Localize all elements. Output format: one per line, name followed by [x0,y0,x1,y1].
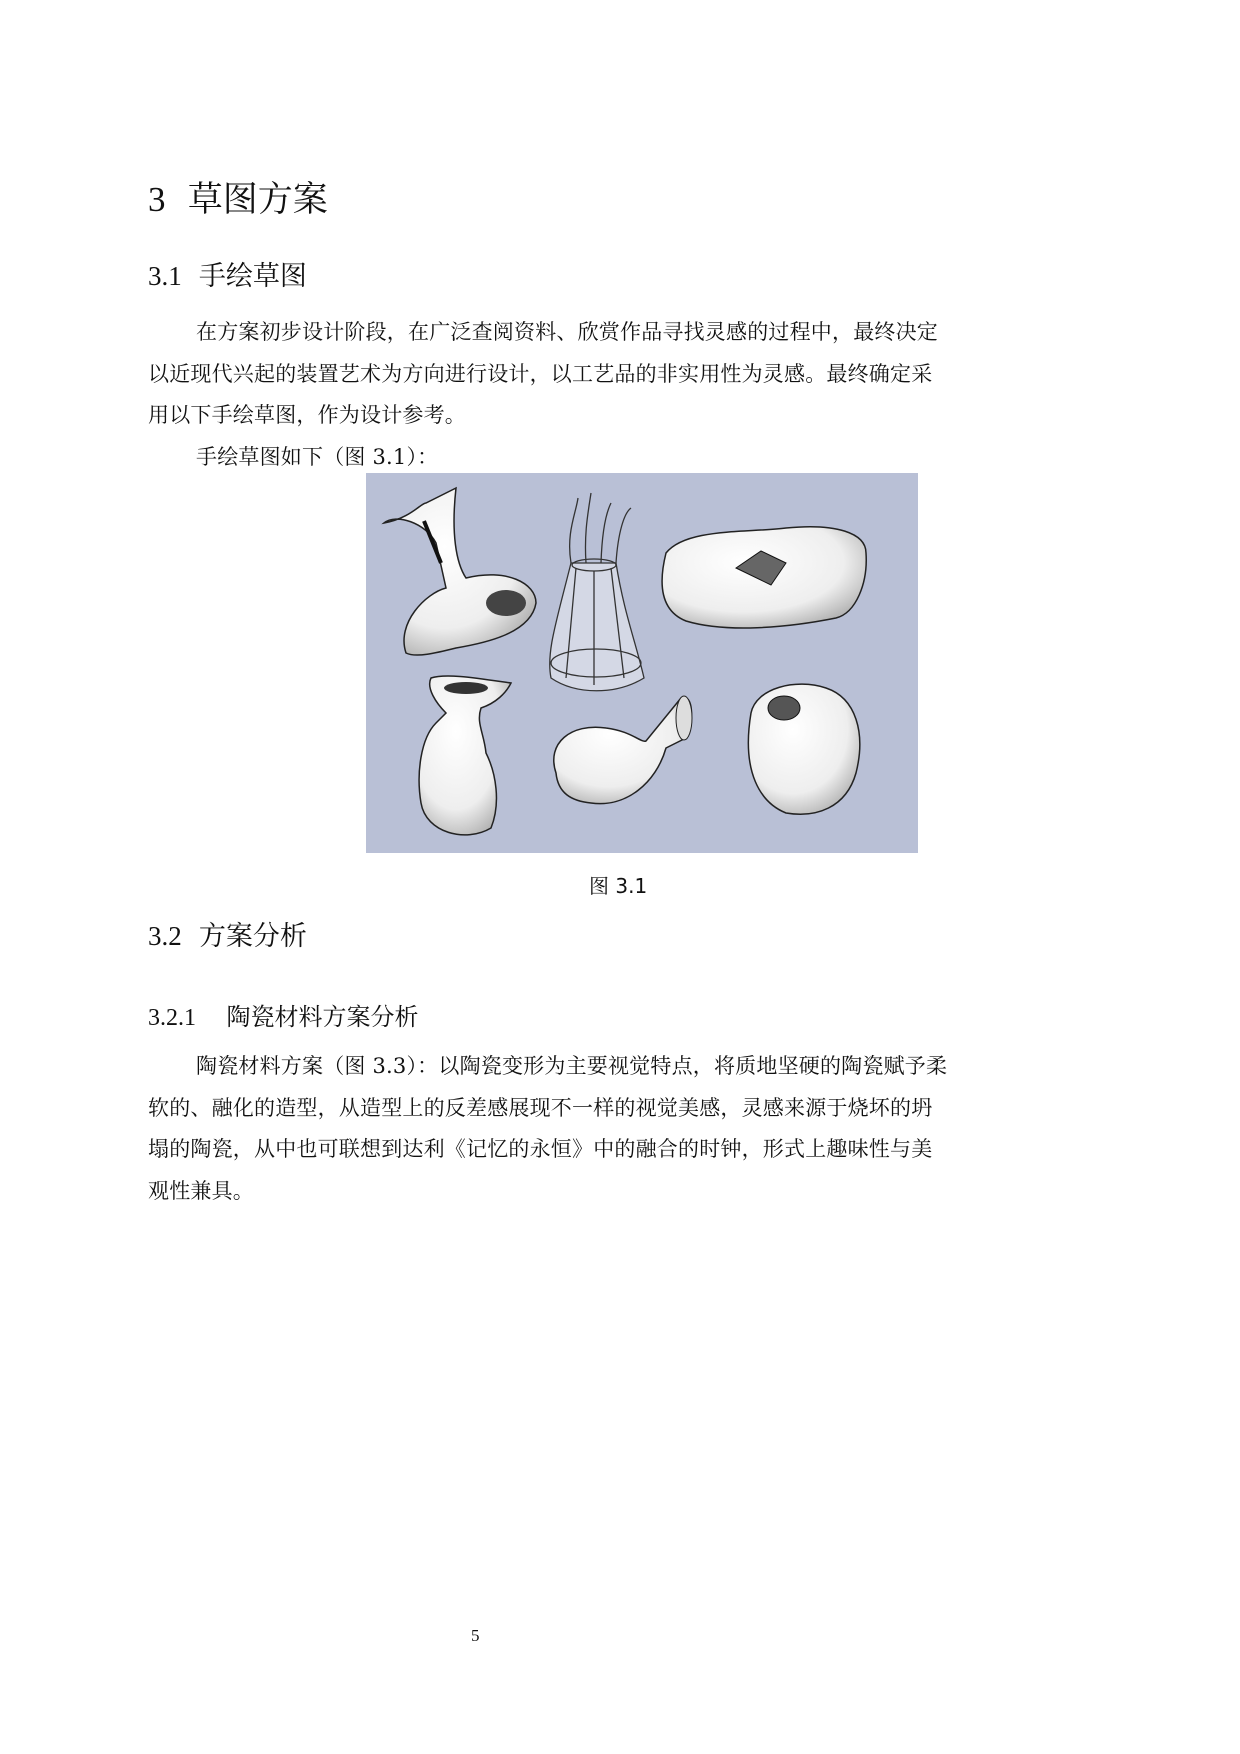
collapsed-pot-sketch [748,684,859,814]
section-title: 陶瓷材料方案分析 [226,1003,419,1031]
paragraph-line: 塌的陶瓷，从中也可联想到达利《记忆的永恒》中的融合的时钟，形式上趣味性与美 [148,1137,933,1161]
section-heading-3-1 [148,254,307,293]
paragraph-3-1 [148,312,1092,478]
melted-flat-vessel-sketch [662,527,866,628]
paragraph-line: 在方案初步设计阶段，在广泛查阅资料、欣赏作品寻找灵感的过程中，最终决定 [196,320,938,344]
section-number: 3.2.1 [148,1005,196,1031]
paragraph-line: 陶瓷材料方案（图 3.3）：以陶瓷变形为主要视觉特点，将质地坚硬的陶瓷赋予柔 [196,1054,948,1078]
section-heading-3-2 [148,914,307,953]
distorted-pitcher-sketch [384,488,536,655]
figure-hand-sketches [366,473,918,853]
paragraph-3-2-1 [148,1046,1092,1212]
paragraph-line: 以近现代兴起的装置艺术为方向进行设计，以工艺品的非实用性为灵感。最终确定采 [148,361,933,386]
chapter-heading [148,172,328,222]
section-heading-3-2-1 [148,997,419,1032]
twisted-jar-sketch [419,676,511,835]
figure-intro: 手绘草图如下（图 3.1）： [196,444,439,469]
chapter-number: 3 [148,180,166,219]
chapter-title: 草图方案 [187,180,328,220]
section-number: 3.2 [148,921,182,951]
tilted-bottle-sketch [554,696,692,804]
figure-caption: 图 3.1 [589,874,648,898]
page-number: 5 [471,1626,480,1645]
paragraph-line: 软的、融化的造型，从造型上的反差感展现不一样的视觉美感，灵感来源于烧坏的坍 [148,1095,933,1120]
wire-cage-vase-sketch [550,493,644,691]
section-title: 方案分析 [198,921,307,952]
section-number: 3.1 [148,261,182,291]
paragraph-line: 观性兼具。 [148,1178,254,1203]
sketch-illustration [366,473,918,853]
paragraph-line: 用以下手绘草图，作为设计参考。 [148,403,466,427]
section-title: 手绘草图 [198,261,307,292]
